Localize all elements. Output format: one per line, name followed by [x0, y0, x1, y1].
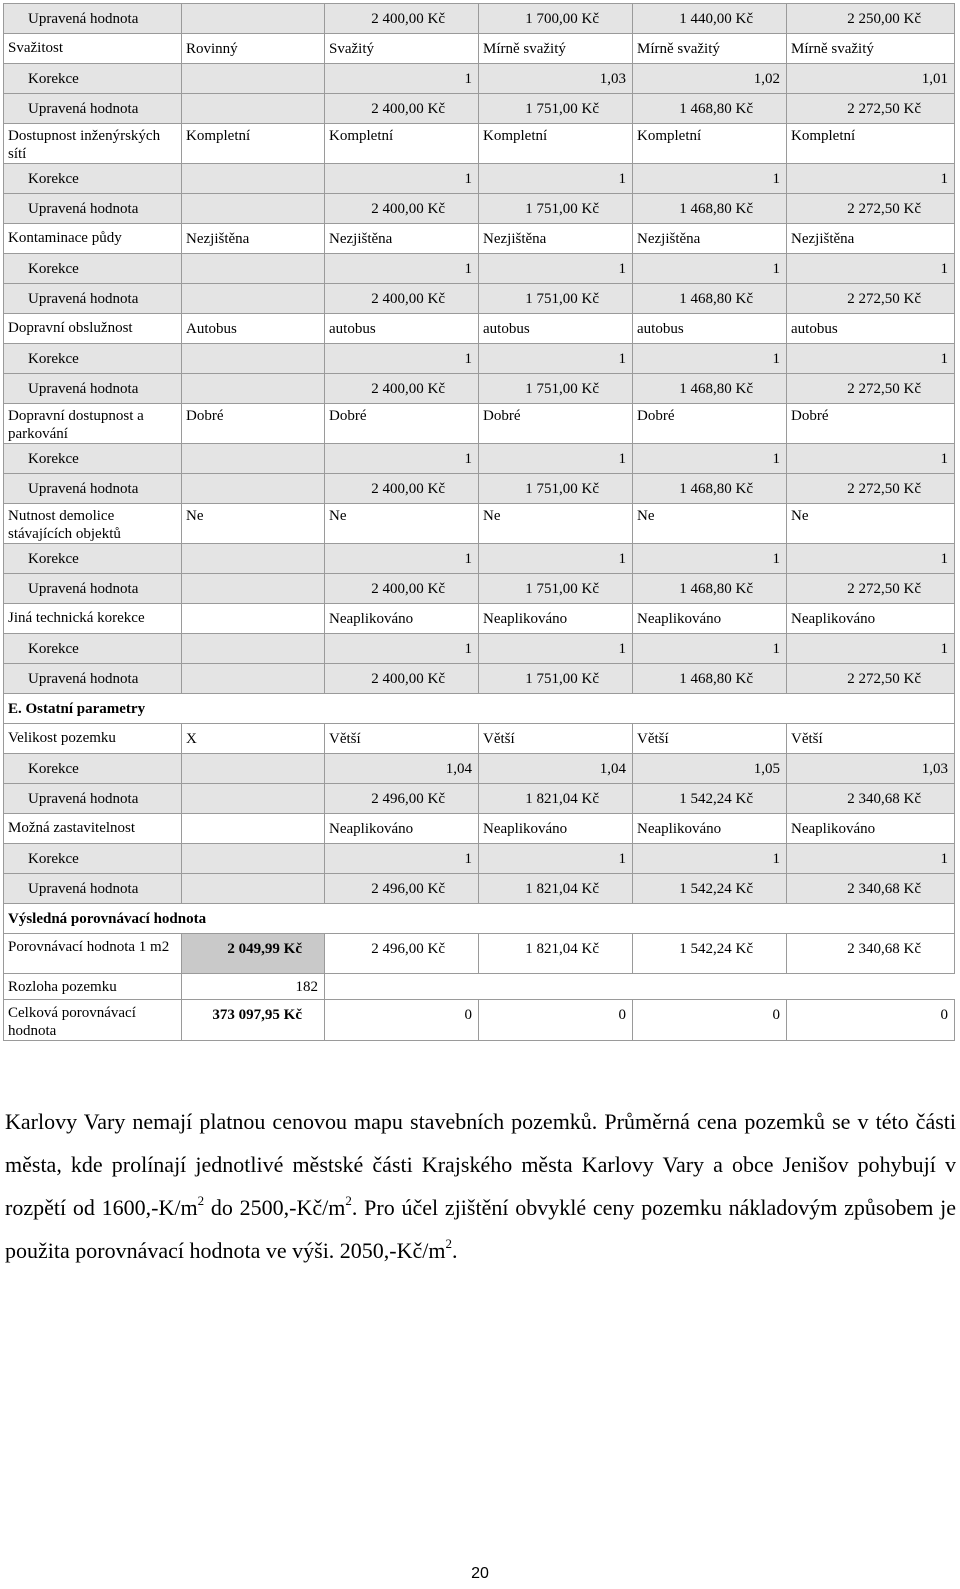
- korekce-label: Korekce: [4, 444, 182, 474]
- parameter-value: Neaplikováno: [787, 604, 955, 634]
- table-row: [4, 844, 955, 874]
- empty-cell: [182, 444, 325, 474]
- comparison-table: [3, 3, 955, 1041]
- parameter-value: Neaplikováno: [479, 814, 633, 844]
- table-row: [4, 284, 955, 314]
- table-row: [4, 724, 955, 754]
- adjusted-value-label: Upravená hodnota: [4, 194, 182, 224]
- table-row: [4, 754, 955, 784]
- comparison-value: 1 542,24 Kč: [633, 934, 787, 974]
- parameter-value: Větší: [325, 724, 479, 754]
- korekce-label: Korekce: [4, 844, 182, 874]
- adjusted-value-label: Upravená hodnota: [4, 94, 182, 124]
- table-row: [4, 124, 955, 164]
- adjusted-value: 2 340,68 Kč: [787, 874, 955, 904]
- parameter-value: autobus: [633, 314, 787, 344]
- parameter-value: Dobré: [787, 404, 955, 444]
- korekce-value: 1: [633, 634, 787, 664]
- adjusted-value: 1 468,80 Kč: [633, 374, 787, 404]
- korekce-value: 1,03: [479, 64, 633, 94]
- table-row: [4, 444, 955, 474]
- parameter-value: Autobus: [182, 314, 325, 344]
- korekce-label: Korekce: [4, 64, 182, 94]
- parameter-value: Dobré: [633, 404, 787, 444]
- superscript: 2: [197, 1192, 205, 1208]
- korekce-value: 1: [787, 164, 955, 194]
- parameter-value: Nezjištěna: [787, 224, 955, 254]
- table-row: [4, 4, 955, 34]
- adjusted-value: 2 272,50 Kč: [787, 474, 955, 504]
- adjusted-value: 1 751,00 Kč: [479, 664, 633, 694]
- table-row: [4, 1000, 955, 1041]
- adjusted-value: 2 400,00 Kč: [325, 194, 479, 224]
- adjusted-value: 2 272,50 Kč: [787, 374, 955, 404]
- area-value: 182: [182, 974, 325, 1000]
- korekce-value: 1,05: [633, 754, 787, 784]
- empty-cell: [182, 374, 325, 404]
- korekce-value: 1: [787, 544, 955, 574]
- korekce-value: 1: [325, 544, 479, 574]
- adjusted-value: 1 821,04 Kč: [479, 784, 633, 814]
- parameter-value: Nezjištěna: [633, 224, 787, 254]
- total-comparison-value: 0: [787, 1000, 955, 1041]
- adjusted-value: 1 468,80 Kč: [633, 664, 787, 694]
- korekce-value: 1: [787, 844, 955, 874]
- adjusted-value: 2 272,50 Kč: [787, 94, 955, 124]
- parameter-value: [182, 814, 325, 844]
- adjusted-value: 2 400,00 Kč: [325, 664, 479, 694]
- parameter-value: Nezjištěna: [479, 224, 633, 254]
- adjusted-value: 1 468,80 Kč: [633, 474, 787, 504]
- adjusted-value: 2 340,68 Kč: [787, 784, 955, 814]
- korekce-value: 1: [787, 444, 955, 474]
- parameter-value: Neaplikováno: [787, 814, 955, 844]
- empty-cell: [182, 4, 325, 34]
- adjusted-value: 2 400,00 Kč: [325, 94, 479, 124]
- adjusted-value: 1 751,00 Kč: [479, 374, 633, 404]
- korekce-value: 1: [633, 544, 787, 574]
- parameter-value: autobus: [787, 314, 955, 344]
- empty-cell: [182, 784, 325, 814]
- table-row: [4, 34, 955, 64]
- adjusted-value-label: Upravená hodnota: [4, 784, 182, 814]
- table-row: [4, 474, 955, 504]
- parameter-value: Neaplikováno: [325, 814, 479, 844]
- adjusted-value-label: Upravená hodnota: [4, 474, 182, 504]
- paragraph-text: .: [452, 1238, 458, 1263]
- parameter-value: Kompletní: [787, 124, 955, 164]
- korekce-label: Korekce: [4, 344, 182, 374]
- adjusted-value: 1 440,00 Kč: [633, 4, 787, 34]
- table-row: [4, 694, 955, 724]
- result-label: Porovnávací hodnota 1 m2: [4, 934, 182, 974]
- parameter-label: Svažitost: [4, 34, 182, 64]
- parameter-value: Ne: [479, 504, 633, 544]
- table-row: [4, 404, 955, 444]
- empty-cell: [182, 474, 325, 504]
- korekce-value: 1: [479, 444, 633, 474]
- parameter-label: Dostupnost inženýrských sítí: [4, 124, 182, 164]
- total-comparison-value: 0: [633, 1000, 787, 1041]
- empty-cell: [182, 874, 325, 904]
- adjusted-value: 1 542,24 Kč: [633, 784, 787, 814]
- korekce-value: 1: [479, 344, 633, 374]
- korekce-label: Korekce: [4, 544, 182, 574]
- table-row: [4, 664, 955, 694]
- parameter-value: Neaplikováno: [633, 604, 787, 634]
- adjusted-value: 2 400,00 Kč: [325, 284, 479, 314]
- korekce-value: 1: [479, 634, 633, 664]
- table-row: [4, 544, 955, 574]
- korekce-value: 1,02: [633, 64, 787, 94]
- table-row: [4, 194, 955, 224]
- parameter-value: Větší: [633, 724, 787, 754]
- adjusted-value: 2 400,00 Kč: [325, 4, 479, 34]
- empty-cell: [182, 284, 325, 314]
- parameter-value: Kompletní: [479, 124, 633, 164]
- parameter-value: Nezjištěna: [325, 224, 479, 254]
- empty-cell: [182, 844, 325, 874]
- parameter-value: X: [182, 724, 325, 754]
- table-row: [4, 224, 955, 254]
- parameter-label: Dopravní obslužnost: [4, 314, 182, 344]
- superscript: 2: [445, 1235, 453, 1251]
- adjusted-value: 2 272,50 Kč: [787, 664, 955, 694]
- korekce-value: 1,04: [325, 754, 479, 784]
- empty-cell: [182, 194, 325, 224]
- adjusted-value: 1 700,00 Kč: [479, 4, 633, 34]
- parameter-label: Kontaminace půdy: [4, 224, 182, 254]
- adjusted-value: 2 496,00 Kč: [325, 784, 479, 814]
- table-row: [4, 574, 955, 604]
- total-comparison-value: 0: [325, 1000, 479, 1041]
- adjusted-value: 2 400,00 Kč: [325, 474, 479, 504]
- korekce-value: 1: [633, 344, 787, 374]
- adjusted-value: 2 272,50 Kč: [787, 574, 955, 604]
- korekce-value: 1: [479, 544, 633, 574]
- table-row: [4, 974, 955, 1000]
- table-row: [4, 314, 955, 344]
- korekce-label: Korekce: [4, 754, 182, 784]
- parameter-value: autobus: [479, 314, 633, 344]
- empty-cell: [182, 64, 325, 94]
- table-row: [4, 64, 955, 94]
- comparison-value: 2 496,00 Kč: [325, 934, 479, 974]
- parameter-value: Ne: [182, 504, 325, 544]
- empty-cell: [182, 754, 325, 784]
- adjusted-value: 2 400,00 Kč: [325, 374, 479, 404]
- adjusted-value-label: Upravená hodnota: [4, 874, 182, 904]
- parameter-value: [182, 604, 325, 634]
- area-label: Rozloha pozemku: [4, 974, 182, 1000]
- adjusted-value: 2 250,00 Kč: [787, 4, 955, 34]
- parameter-value: Rovinný: [182, 34, 325, 64]
- parameter-value: Nezjištěna: [182, 224, 325, 254]
- parameter-label: Dopravní dostupnost a parkování: [4, 404, 182, 444]
- parameter-label: Velikost pozemku: [4, 724, 182, 754]
- paragraph-text: do 2500,-Kč/m: [204, 1195, 346, 1220]
- table-row: [4, 604, 955, 634]
- result-value: 2 049,99 Kč: [182, 934, 325, 974]
- adjusted-value: 1 468,80 Kč: [633, 284, 787, 314]
- adjusted-value: 2 272,50 Kč: [787, 284, 955, 314]
- korekce-value: 1: [633, 164, 787, 194]
- adjusted-value-label: Upravená hodnota: [4, 284, 182, 314]
- comparison-table-body: [4, 4, 955, 1041]
- korekce-value: 1: [325, 64, 479, 94]
- parameter-value: Dobré: [325, 404, 479, 444]
- korekce-value: 1: [633, 254, 787, 284]
- korekce-value: 1: [325, 634, 479, 664]
- adjusted-value: 2 272,50 Kč: [787, 194, 955, 224]
- korekce-value: 1: [479, 844, 633, 874]
- adjusted-value-label: Upravená hodnota: [4, 4, 182, 34]
- adjusted-value: 2 496,00 Kč: [325, 874, 479, 904]
- adjusted-value: 1 751,00 Kč: [479, 194, 633, 224]
- table-row: [4, 934, 955, 974]
- adjusted-value: 1 468,80 Kč: [633, 574, 787, 604]
- parameter-value: Neaplikováno: [633, 814, 787, 844]
- korekce-value: 1: [633, 444, 787, 474]
- korekce-value: 1,03: [787, 754, 955, 784]
- table-row: [4, 814, 955, 844]
- table-row: [4, 94, 955, 124]
- korekce-value: 1: [325, 444, 479, 474]
- empty-cell: [182, 574, 325, 604]
- korekce-value: 1,04: [479, 754, 633, 784]
- total-label: Celková porovnávací hodnota: [4, 1000, 182, 1041]
- parameter-value: Větší: [787, 724, 955, 754]
- parameter-value: Kompletní: [633, 124, 787, 164]
- parameter-value: Neaplikováno: [479, 604, 633, 634]
- korekce-value: 1: [325, 254, 479, 284]
- korekce-value: 1: [325, 844, 479, 874]
- empty-cell: [182, 664, 325, 694]
- adjusted-value-label: Upravená hodnota: [4, 574, 182, 604]
- empty-cell: [182, 94, 325, 124]
- adjusted-value: 1 751,00 Kč: [479, 284, 633, 314]
- empty-cell: [182, 254, 325, 284]
- adjusted-value: 1 542,24 Kč: [633, 874, 787, 904]
- korekce-label: Korekce: [4, 254, 182, 284]
- adjusted-value: 1 468,80 Kč: [633, 94, 787, 124]
- parameter-value: Dobré: [182, 404, 325, 444]
- total-comparison-value: 0: [479, 1000, 633, 1041]
- korekce-value: 1: [787, 254, 955, 284]
- korekce-value: 1: [325, 164, 479, 194]
- korekce-value: 1: [633, 844, 787, 874]
- adjusted-value: 1 821,04 Kč: [479, 874, 633, 904]
- parameter-label: Nutnost demolice stávajících objektů: [4, 504, 182, 544]
- comparison-value: 2 340,68 Kč: [787, 934, 955, 974]
- adjusted-value-label: Upravená hodnota: [4, 374, 182, 404]
- adjusted-value: 1 751,00 Kč: [479, 474, 633, 504]
- parameter-value: Mírně svažitý: [479, 34, 633, 64]
- table-row: [4, 504, 955, 544]
- section-heading: E. Ostatní parametry: [4, 694, 955, 724]
- parameter-value: Ne: [787, 504, 955, 544]
- adjusted-value: 1 751,00 Kč: [479, 574, 633, 604]
- total-value: 373 097,95 Kč: [182, 1000, 325, 1041]
- parameter-value: autobus: [325, 314, 479, 344]
- parameter-value: Neaplikováno: [325, 604, 479, 634]
- table-row: [4, 904, 955, 934]
- korekce-value: 1,01: [787, 64, 955, 94]
- superscript: 2: [345, 1192, 352, 1208]
- korekce-value: 1: [479, 254, 633, 284]
- table-row: [4, 784, 955, 814]
- table-row: [4, 254, 955, 284]
- empty-cell: [182, 164, 325, 194]
- korekce-label: Korekce: [4, 164, 182, 194]
- parameter-value: Kompletní: [182, 124, 325, 164]
- parameter-value: Ne: [325, 504, 479, 544]
- parameter-label: Jiná technická korekce: [4, 604, 182, 634]
- table-row: [4, 874, 955, 904]
- adjusted-value: 2 400,00 Kč: [325, 574, 479, 604]
- korekce-label: Korekce: [4, 634, 182, 664]
- parameter-value: Mírně svažitý: [633, 34, 787, 64]
- parameter-value: Ne: [633, 504, 787, 544]
- table-row: [4, 634, 955, 664]
- parameter-value: Dobré: [479, 404, 633, 444]
- paragraph-text: . Pro účel zjištění obvyklé ceny pozemku nákladovým způsobem je použita porovnávací hodnota ve výši. 2050,-Kč/m: [5, 1195, 957, 1263]
- empty-cell: [182, 544, 325, 574]
- comparison-value: 1 821,04 Kč: [479, 934, 633, 974]
- table-row: [4, 344, 955, 374]
- empty-cell: [182, 634, 325, 664]
- korekce-value: 1: [479, 164, 633, 194]
- korekce-value: 1: [325, 344, 479, 374]
- adjusted-value-label: Upravená hodnota: [4, 664, 182, 694]
- body-paragraph: [5, 1100, 956, 1272]
- parameter-value: Větší: [479, 724, 633, 754]
- korekce-value: 1: [787, 344, 955, 374]
- table-row: [4, 374, 955, 404]
- adjusted-value: 1 751,00 Kč: [479, 94, 633, 124]
- empty-cell: [182, 344, 325, 374]
- page-number: 20: [471, 1565, 489, 1582]
- parameter-value: Mírně svažitý: [787, 34, 955, 64]
- section-heading: Výsledná porovnávací hodnota: [4, 904, 955, 934]
- parameter-value: Kompletní: [325, 124, 479, 164]
- parameter-value: Svažitý: [325, 34, 479, 64]
- adjusted-value: 1 468,80 Kč: [633, 194, 787, 224]
- empty-cell: [325, 974, 955, 1000]
- korekce-value: 1: [787, 634, 955, 664]
- parameter-label: Možná zastavitelnost: [4, 814, 182, 844]
- table-row: [4, 164, 955, 194]
- paragraph-text: Karlovy Vary nemají platnou cenovou mapu stavebních pozemků. Průměrná cena pozemků se v této části města, kde prolínají jednotlivé městské části Krajského města Karlovy Vary a obce Jenišov pohybují v rozpětí od 1600,-K/m: [5, 1109, 956, 1220]
